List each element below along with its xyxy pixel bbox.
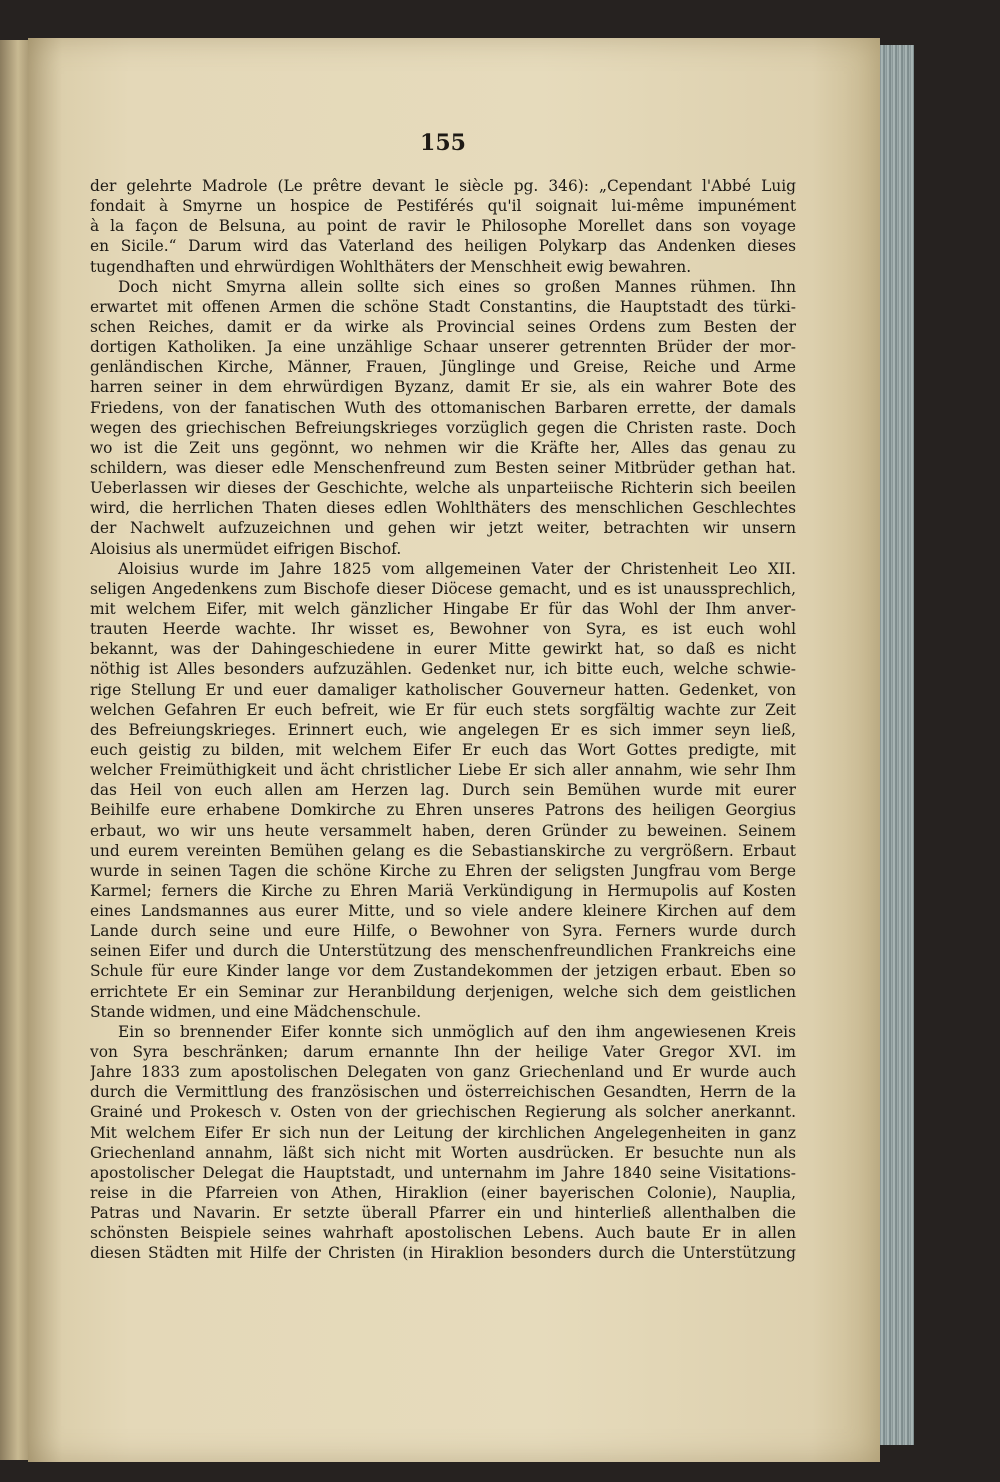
text-line: wurde in seinen Tagen die schöne Kirche zu Ehren der seligsten Jungfrau vom Berge <box>90 861 796 880</box>
text-line: erwartet mit offenen Armen die schöne Stadt Constantins, die Hauptstadt des türki- <box>90 297 796 316</box>
text-line: schildern, was dieser edle Menschenfreund zum Besten seiner Mitbrüder gethan hat. <box>90 458 796 477</box>
text-line: Lande durch seine und eure Hilfe, o Bewohner von Syra. Ferners wurde durch <box>90 922 796 941</box>
text-line: schen Reiches, damit er da wirke als Provincial seines Ordens zum Besten der <box>90 317 796 336</box>
text-line: nöthig ist Alles besonders aufzuzählen. Gedenket nur, ich bitte euch, welche schwie- <box>90 660 796 679</box>
text-line: Grainé und Prokesch v. Osten von der griechischen Regierung als solcher anerkannt. <box>90 1103 796 1122</box>
text-line: durch die Vermittlung des französischen und österreichischen Gesandten, Herrn de la <box>90 1083 796 1102</box>
text-line: dortigen Katholiken. Ja eine unzählige Schaar unserer getrennten Brüder der mor- <box>90 338 796 357</box>
text-line: apostolischer Delegat die Hauptstadt, und unternahm im Jahre 1840 seine Visitations- <box>90 1163 796 1182</box>
text-line: reise in die Pfarreien von Athen, Hiraklion (einer bayerischen Colonie), Nauplia, <box>90 1184 796 1203</box>
text-line: seligen Angedenkens zum Bischofe dieser Diöcese gemacht, und es ist unaussprechlich, <box>90 579 796 598</box>
text-line: wird, die herrlichen Thaten dieses edlen Wohlthäters des menschlichen Geschlechtes <box>90 499 796 518</box>
text-line: Mit welchem Eifer Er sich nun der Leitung der kirchlichen Angelegenheiten in ganz <box>90 1123 796 1142</box>
text-line: à la façon de Belsuna, au point de ravir le Philosophe Morellet dans son voyage <box>90 217 796 236</box>
text-line: genländischen Kirche, Männer, Frauen, Jünglinge und Greise, Reiche und Arme <box>90 358 796 377</box>
text-line: Schule für eure Kinder lange vor dem Zustandekommen der jetzigen erbaut. Eben so <box>90 962 796 981</box>
text-line: bekannt, was der Dahingeschiedene in eurer Mitte gewirkt hat, so daß es nicht <box>90 640 796 659</box>
text-line: Aloisius wurde im Jahre 1825 vom allgemeinen Vater der Christenheit Leo XII. <box>118 559 796 578</box>
text-line: Griechenland annahm, läßt sich nicht mit Worten ausdrücken. Er besuchte nun als <box>90 1143 796 1162</box>
facing-page-edge <box>0 40 30 1460</box>
text-line: Beihilfe eure erhabene Domkirche zu Ehren unseres Patrons des heiligen Georgius <box>90 801 796 820</box>
text-line: Karmel; ferners die Kirche zu Ehren Mariä Verkündigung in Hermupolis auf Kosten <box>90 881 796 900</box>
page-body-text <box>90 176 796 1264</box>
text-line: welcher Freimüthigkeit und ächt christlicher Liebe Er sich aller annahm, wie sehr Ihm <box>90 761 796 780</box>
text-line: diesen Städten mit Hilfe der Christen (in Hiraklion besonders durch die Unterstützung <box>90 1244 796 1263</box>
text-line: schönsten Beispiele seines wahrhaft apostolischen Lebens. Auch baute Er in allen <box>90 1224 796 1243</box>
text-line: der gelehrte Madrole (Le prêtre devant le siècle pg. 346): „Cependant l'Abbé Luig <box>90 177 796 195</box>
text-line: der Nachwelt aufzuzeichnen und gehen wir jetzt weiter, betrachten wir unsern <box>90 519 796 538</box>
text-line: euch geistig zu bilden, mit welchem Eifer Er euch das Wort Gottes predigte, mit <box>90 740 796 759</box>
text-line: Patras und Navarin. Er setzte überall Pfarrer ein und hinterließ allenthalben die <box>90 1204 796 1223</box>
text-line: seinen Eifer und durch die Unterstützung des menschenfreundlichen Frankreichs eine <box>90 942 796 961</box>
text-line: Friedens, von der fanatischen Wuth des ottomanischen Barbaren errette, der damals <box>90 398 796 417</box>
text-line: Stande widmen, und eine Mädchenschule. <box>90 1002 422 1021</box>
text-line: des Befreiungskrieges. Erinnert euch, wie angelegen Er es sich immer seyn ließ, <box>90 720 796 739</box>
text-line: en Sicile.“ Darum wird das Vaterland des heiligen Polykarp das Andenken dieses <box>90 237 796 256</box>
text-line: das Heil von euch allen am Herzen lag. Durch sein Bemühen wurde mit eurer <box>90 781 796 800</box>
text-line: trauten Heerde wachte. Ihr wisset es, Bewohner von Syra, es ist euch wohl <box>90 620 796 639</box>
text-line: erbaut, wo wir uns heute versammelt haben, deren Gründer zu beweinen. Seinem <box>90 821 796 840</box>
text-line: Jahre 1833 zum apostolischen Delegaten von ganz Griechenland und Er wurde auch <box>90 1063 796 1082</box>
text-line: wo ist die Zeit uns gegönnt, wo nehmen wir die Kräfte her, Alles das genau zu <box>90 438 796 457</box>
text-line: wegen des griechischen Befreiungskrieges vorzüglich gegen die Christen raste. Doch <box>90 418 796 437</box>
text-line: eines Landsmannes aus eurer Mitte, und so viele andere kleinere Kirchen auf dem <box>90 902 796 921</box>
text-line: Aloisius als unermüdet eifrigen Bischof. <box>90 539 402 558</box>
text-line: Doch nicht Smyrna allein sollte sich eines so großen Mannes rühmen. Ihn <box>118 277 796 296</box>
text-line: von Syra beschränken; darum ernannte Ihn der heilige Vater Gregor XVI. im <box>90 1043 796 1062</box>
text-line: errichtete Er ein Seminar zur Heranbildung derjenigen, welche sich dem geistlichen <box>90 982 796 1001</box>
text-line: und eurem vereinten Bemühen gelang es die Sebastianskirche zu vergrößern. Erbaut <box>90 841 796 860</box>
text-line: rige Stellung Er und euer damaliger katholischer Gouverneur hatten. Gedenket, von <box>90 680 796 699</box>
text-line: harren seiner in dem ehrwürdigen Byzanz, damit Er sie, als ein wahrer Bote des <box>90 378 796 397</box>
text-line: tugendhaften und ehrwürdigen Wohlthäters der Menschheit ewig bewahren. <box>90 257 692 276</box>
text-line: Ueberlassen wir dieses der Geschichte, welche als unparteiische Richterin sich beeilen <box>90 479 796 498</box>
page-number: 155 <box>420 130 466 156</box>
text-line: Ein so brennender Eifer konnte sich unmöglich auf den ihm angewiesenen Kreis <box>118 1022 796 1041</box>
text-line: mit welchem Eifer, mit welch gänzlicher Hingabe Er für das Wohl der Ihm anver- <box>90 599 796 618</box>
text-line: fondait à Smyrne un hospice de Pestiférés qu'il soignait lui-même impunément <box>90 197 796 216</box>
text-line: welchen Gefahren Er euch befreit, wie Er für euch stets sorgfältig wachte zur Zeit <box>90 700 796 719</box>
